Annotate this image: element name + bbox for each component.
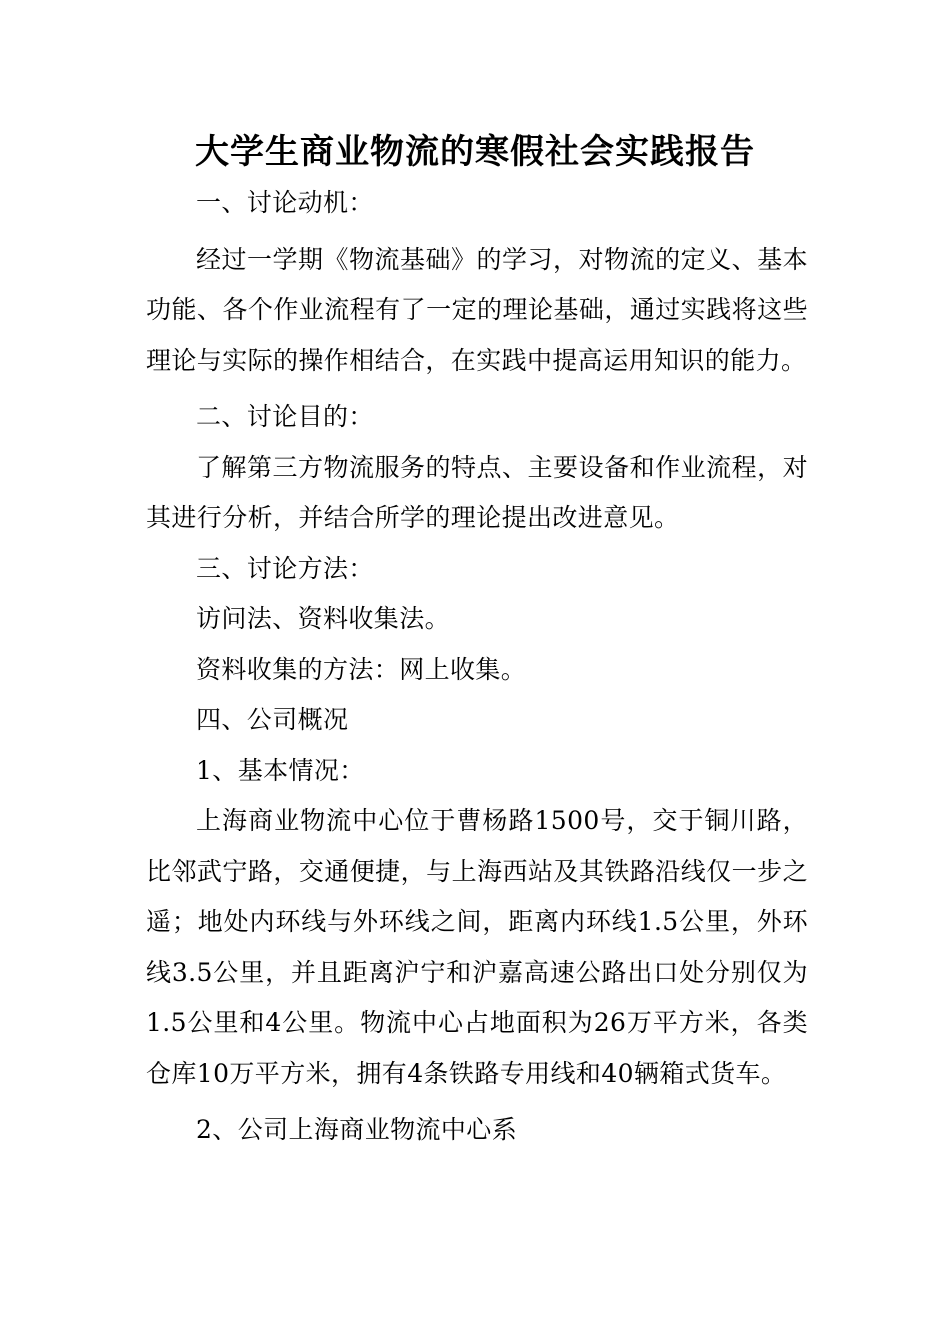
paragraph-basic-info: 上海商业物流中心位于曹杨路1500号，交于铜川路，比邻武宁路，交通便捷，与上海西站及其铁路沿线仅一步之遥；地处内环线与外环线之间，距离内环线1.5公里，外环线3.5公里，并且距离沪宁和沪嘉高速公路出口处分别仅为1.5公里和4公里。物流中心占地面积为26万平方米，各类仓库10万平方米，拥有4条铁路专用线和40辆箱式货车。 xyxy=(146,806,808,1088)
paragraph-purpose: 了解第三方物流服务的特点、主要设备和作业流程，对其进行分析，并结合所学的理论提出改进意见。 xyxy=(146,452,808,532)
subsection-heading-company: 2、公司上海商业物流中心系 xyxy=(196,1115,518,1144)
section-heading-purpose: 二、讨论目的： xyxy=(196,402,374,431)
section-heading-company-overview: 四、公司概况 xyxy=(196,705,349,734)
section-heading-motivation: 一、讨论动机： xyxy=(196,188,374,217)
paragraph-motivation: 经过一学期《物流基础》的学习，对物流的定义、基本功能、各个作业流程有了一定的理论基础，通过实践将这些理论与实际的操作相结合，在实践中提高运用知识的能力。 xyxy=(146,244,808,375)
subsection-heading-basic-info: 1、基本情况： xyxy=(196,755,365,785)
paragraph-data-collection: 资料收集的方法：网上收集。 xyxy=(196,654,527,684)
document-body xyxy=(146,178,808,1156)
document-title: 大学生商业物流的寒假社会实践报告 xyxy=(195,132,755,172)
paragraph-method: 访问法、资料收集法。 xyxy=(196,604,451,633)
section-heading-method: 三、讨论方法： xyxy=(196,553,374,583)
